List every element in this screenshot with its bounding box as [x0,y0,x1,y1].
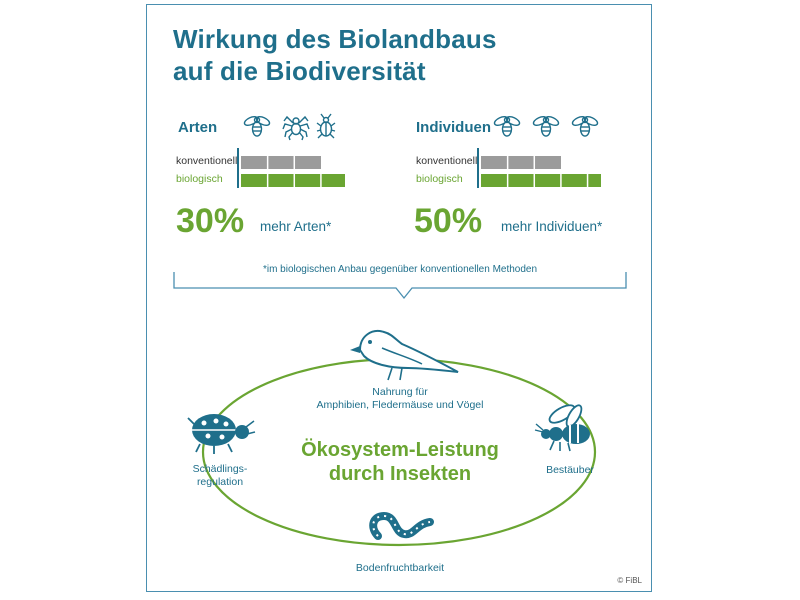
individuen-percent: 50% [414,202,483,240]
nahrung-line-2: Amphibien, Fledermäuse und Vögel [316,399,484,411]
schaedling-line-2: regulation [196,476,244,488]
earthworm-icon [373,516,430,536]
bestaeuber-label: Bestäuber [546,464,594,476]
nahrung-label [300,386,500,412]
schaedlingsregulation-label [170,463,270,489]
footnote-bracket [174,272,626,298]
arten-biologisch-label: biologisch [176,173,223,185]
ecosystem-title-line-1: Ökosystem-Leistung [301,439,499,461]
copyright: © FiBL [617,576,642,585]
schaedling-line-1: Schädlings- [192,463,248,475]
bird-icon [350,331,458,380]
bar-biologisch [481,174,601,187]
bodenfruchtbarkeit-label: Bodenfruchtbarkeit [355,562,445,574]
individuen-bar-chart [478,148,601,188]
arten-percent-text: mehr Arten* [260,219,332,234]
bee-icon [243,115,271,136]
footnote: *im biologischen Anbau gegenüber konventionellen Methoden [262,264,538,275]
individuen-percent-text: mehr Individuen* [501,219,603,234]
arten-konventionell-label: konventionell [176,155,238,167]
bee-icon [571,115,599,136]
beetle-icon [317,114,335,138]
title-line-1: Wirkung des Biolandbaus [173,24,497,54]
arten-label: Arten [178,119,218,136]
arten-icons [243,114,335,140]
nahrung-line-1: Nahrung für [372,386,428,398]
ecosystem-title-line-2: durch Insekten [328,463,472,485]
individuen-label: Individuen [416,119,491,136]
individuen-icons [493,115,599,136]
bee-icon [493,115,521,136]
title-line-2: auf die Biodiversität [173,56,426,86]
arten-bar-chart [238,148,345,188]
arten-percent: 30% [176,202,245,240]
ecosystem-title [300,438,500,486]
pollinator-bee-icon [535,402,590,451]
bar-konventionell [481,156,561,169]
individuen-biologisch-label: biologisch [416,173,463,185]
spider-icon [283,117,309,140]
individuen-konventionell-label: konventionell [416,155,478,167]
bee-icon [532,115,560,136]
bar-konventionell [241,156,321,169]
ladybug-icon [188,414,255,454]
bar-biologisch [241,174,345,187]
